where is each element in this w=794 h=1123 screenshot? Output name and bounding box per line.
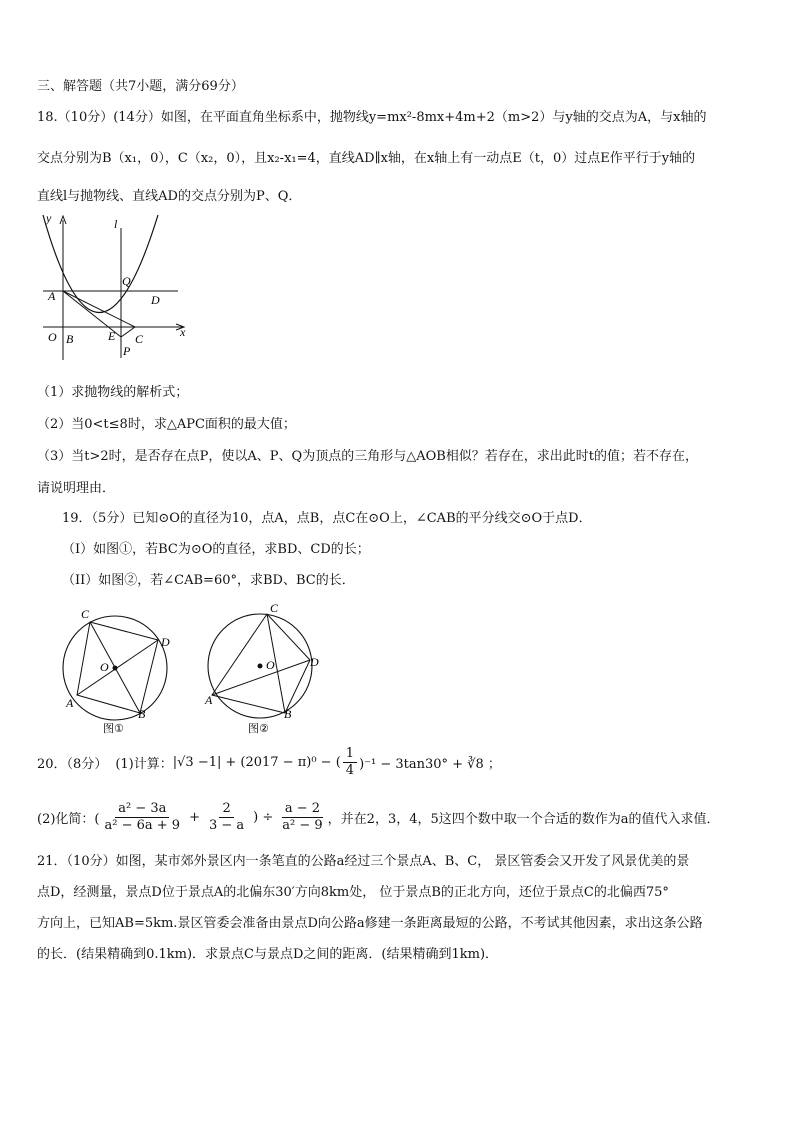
q19-line1: 19．（5分）已知⊙O的直径为10，点A，点B，点C在⊙O上，∠CAB的平分线交⊙O于点D． — [62, 511, 592, 526]
q18-sub3b: 请说明理由． — [37, 481, 116, 496]
q18-sub2: （2）当0<t≤8时，求△APC面积的最大值； — [37, 417, 296, 432]
q18-sub3: （3）当t>2时，是否存在点P，使以A、P、Q为顶点的三角形与△AOB相似？若存在，求出此时t的值；若不存在， — [37, 449, 699, 464]
q18-line1: 18.（10分）(14分）如图，在平面直角坐标系中，抛物线y=mx²-8mx+4m+2（m>2）与y轴的交点为A，与x轴的 — [37, 110, 707, 125]
q20-pow0: + (2017 − π)⁰ − ( — [225, 754, 341, 770]
q21-line4: 的长．(结果精确到0.1km)．求景点C与景点D之间的距离．(结果精确到1km)． — [37, 947, 499, 962]
section-title: 三、解答题（共7小题，满分69分） — [37, 79, 244, 94]
q21-line2: 点D，经测量，景点D位于景点A的北偏东30′方向8km处， 位于景点B的正北方向，还位于景点C的北偏西75° — [37, 885, 669, 900]
q18-line2: 交点分别为B（x₁，0），C（x₂，0），且x₂-x₁=4，直线AD∥x轴，在x轴上有一动点E（t，0）过点E作平行于y轴的 — [37, 151, 696, 166]
label-b: B — [66, 332, 74, 346]
fig2-label-c: C — [270, 601, 279, 615]
label-a: A — [48, 289, 56, 303]
q18-line3: 直线l与抛物线、直线AD的交点分别为P、Q． — [37, 189, 302, 204]
label-e: E — [108, 329, 116, 343]
q18-figure — [38, 210, 188, 364]
label-q: Q — [122, 274, 131, 288]
label-d: D — [151, 293, 160, 307]
q20-frac-quarter: $\frac{1}{4}$ — [343, 746, 357, 779]
center-2 — [258, 664, 263, 669]
fig2-label-b: B — [284, 707, 292, 721]
label-p: P — [123, 344, 131, 358]
q19-figure2 — [200, 600, 330, 744]
parabola — [43, 215, 158, 313]
label-l: l — [114, 217, 118, 231]
q20-frac2: $\frac{2}{3 - a}$ — [208, 800, 245, 833]
q20-abs: |√3 −1| — [172, 754, 222, 770]
q20-plus: + — [189, 809, 200, 825]
q19-line3: （II）如图②，若∠CAB=60°，求BD、BC的长． — [62, 573, 355, 588]
quad-2 — [212, 614, 310, 713]
q20-div: ) ÷ — [253, 809, 274, 825]
q20-part1-label: (1)计算： — [115, 756, 173, 772]
q20-tail: ，并在2，3，4，5这四个数中取一个合适的数作为a的值代入求值． — [327, 811, 720, 827]
label-x: x — [180, 325, 186, 339]
fig2-label-a: A — [205, 693, 213, 707]
q20-part1 — [37, 742, 501, 782]
label-y: y — [46, 211, 52, 225]
segment-ac — [63, 291, 135, 327]
q19-figure1 — [55, 600, 185, 744]
q21-line3: 方向上，已知AB=5km.景区管委会准备由景点D向公路a修建一条距离最短的公路，不考试其他因素，求出这条公路 — [37, 916, 703, 931]
label-c: C — [135, 332, 144, 346]
q20-part2 — [37, 795, 720, 839]
fig1-label-a: A — [66, 696, 74, 710]
fig2-label-d: D — [310, 655, 319, 669]
q19-line2: （I）如图①，若BC为⊙O的直径，求BD、CD的长； — [62, 542, 370, 557]
q20-frac3: $\frac{a - 2}{\text{a² − 9}}$ — [282, 800, 323, 833]
fig1-label-c: C — [81, 607, 90, 621]
fig1-caption: 图① — [103, 722, 124, 735]
fig2-label-o: O — [266, 658, 275, 672]
q20-prefix: 20．（8分） — [37, 756, 108, 772]
label-o: O — [48, 330, 57, 344]
fig1-label-b: B — [138, 707, 146, 721]
center-1 — [113, 666, 118, 671]
fig2-caption: 图② — [248, 722, 269, 735]
q18-sub1: （1）求抛物线的解析式； — [37, 385, 189, 400]
q20-rest: )⁻¹ − 3tan30° + ∛8 ； — [359, 756, 501, 772]
q20-part2-label: (2)化简：( — [37, 811, 100, 827]
segment-pc — [121, 327, 135, 337]
fig1-label-o: O — [100, 660, 109, 674]
q20-frac1: $\frac{\text{a² − 3a}}{\text{a² − 6a + 9}}$ — [104, 800, 181, 833]
q21-line1: 21．（10分）如图，某市郊外景区内一条笔直的公路a经过三个景点A、B、C， 景区管委会又开发了风景优美的景 — [37, 854, 690, 869]
fig1-label-d: D — [161, 635, 170, 649]
